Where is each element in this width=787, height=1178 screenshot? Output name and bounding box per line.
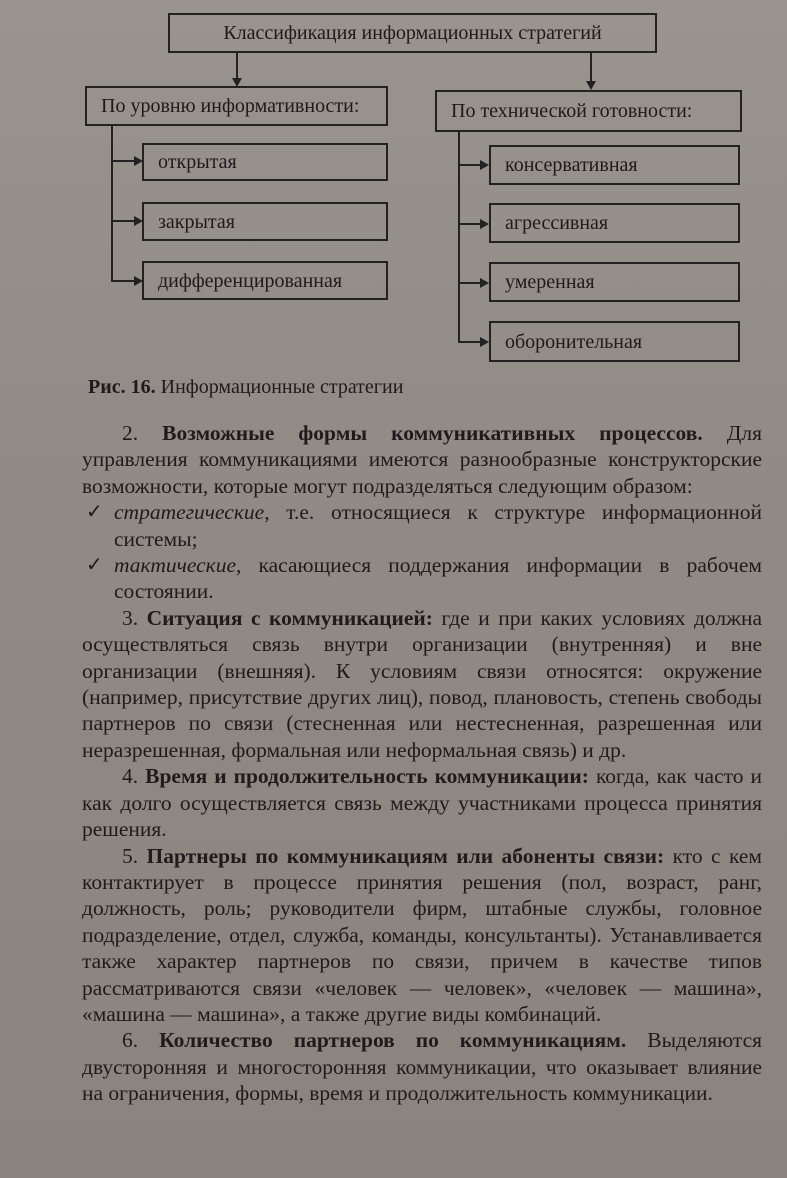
left-header-label: По уровню информативности:: [101, 95, 360, 117]
arrow-down-icon: [586, 81, 596, 90]
left-item-box: [142, 261, 388, 300]
right-item-box: [489, 145, 740, 185]
right-item-label: оборонительная: [505, 330, 643, 353]
section-text: Для управления коммуникациями имеются разнообразные конструкторские возможности, которые могут подразделяться следующим образом:: [82, 421, 762, 498]
bullet-term: стратегические: [114, 500, 265, 525]
bullet-text: касающиеся поддержания информации в рабочем состоянии.: [114, 553, 762, 604]
section-title: Время и продолжительность коммуникации:: [145, 764, 589, 789]
section-text: когда, как часто и как долго осуществляется связь между участниками процесса принятия решения.: [82, 764, 762, 842]
section-number: 4.: [122, 764, 139, 789]
bullet-item: [82, 499, 762, 552]
right-item-label: консервативная: [505, 154, 638, 176]
section-5: [82, 843, 762, 1028]
section-number: 6.: [122, 1028, 139, 1053]
left-header-box: [85, 86, 388, 126]
section-text: кто с кем контактирует в процессе принятия решения (пол, возраст, ранг, должность, роль; руководители фирм, штабные службы, головное подразделение, отдел, служба, команды, консультанты). Устанавливается также характер партнеров по связи, причем в качестве типов рассматриваются связи «человек — человек», «человек — машина», «машина — машина», а также другие виды комбинаций.: [82, 843, 763, 1026]
section-title: Возможные формы коммуникативных процессов.: [162, 421, 703, 445]
root-label: Классификация информационных стратегий: [223, 22, 602, 44]
right-item-label: умеренная: [505, 271, 595, 293]
section-6: [82, 1027, 762, 1106]
connector: [236, 53, 238, 80]
body-text: [82, 420, 762, 1107]
section-4: [82, 763, 762, 842]
checkmark-icon: ✓: [86, 554, 103, 577]
section-number: 5.: [122, 843, 139, 868]
bullet-term: тактические,: [114, 553, 242, 578]
section-title: Партнеры по коммуникациям или абоненты связи:: [146, 843, 665, 868]
arrow-right-icon: [480, 278, 489, 288]
section-title: Количество партнеров по коммуникациям.: [159, 1028, 627, 1053]
left-item-label: открытая: [158, 151, 237, 173]
figure-caption: [88, 376, 403, 399]
right-item-label: агрессивная: [505, 212, 609, 234]
section-title: Ситуация с коммуникацией:: [146, 605, 433, 630]
section-3: [82, 605, 762, 763]
left-item-box: [142, 202, 388, 241]
left-item-label: дифференцированная: [158, 269, 343, 292]
arrow-right-icon: [480, 337, 489, 347]
section-text: где и при каких условиях должна осуществляться связь внутри организации (внутренняя) и вне организации (внешняя). К условиям связи относятся: окружение (например, присутствие других лиц), повод, плановость, степень свободы партнеров по связи (стесненная или нестесненная, разрешенная или неразрешенная, формальная или неформальная связь) и др.: [82, 605, 763, 762]
figure-title: Информационные стратегии: [160, 376, 404, 398]
right-header-label: По технической готовности:: [451, 100, 693, 122]
left-item-label: закрытая: [158, 210, 235, 233]
right-item-box: [489, 321, 740, 362]
connector: [111, 126, 113, 282]
bullet-text: , т.е. относящиеся к структуре информационной системы;: [114, 500, 762, 551]
right-item-box: [489, 203, 740, 243]
checkmark-icon: ✓: [86, 501, 103, 524]
connector: [590, 53, 592, 83]
right-item-box: [489, 262, 740, 302]
bullet-item: [82, 552, 762, 605]
left-item-box: [142, 143, 388, 181]
arrow-right-icon: [480, 160, 489, 170]
strategy-classification-diagram: [0, 0, 787, 370]
section-2: [82, 420, 762, 499]
section-number: 2.: [122, 421, 139, 445]
figure-label: Рис. 16.: [88, 376, 156, 398]
right-header-box: [435, 90, 742, 132]
section-text: Выделяются двусторонняя и многосторонняя коммуникации, что оказывает влияние на ограничения, формы, время и продолжительность коммуникации.: [82, 1028, 763, 1106]
root-box: [168, 13, 657, 53]
section-number: 3.: [122, 605, 139, 630]
arrow-right-icon: [480, 219, 489, 229]
